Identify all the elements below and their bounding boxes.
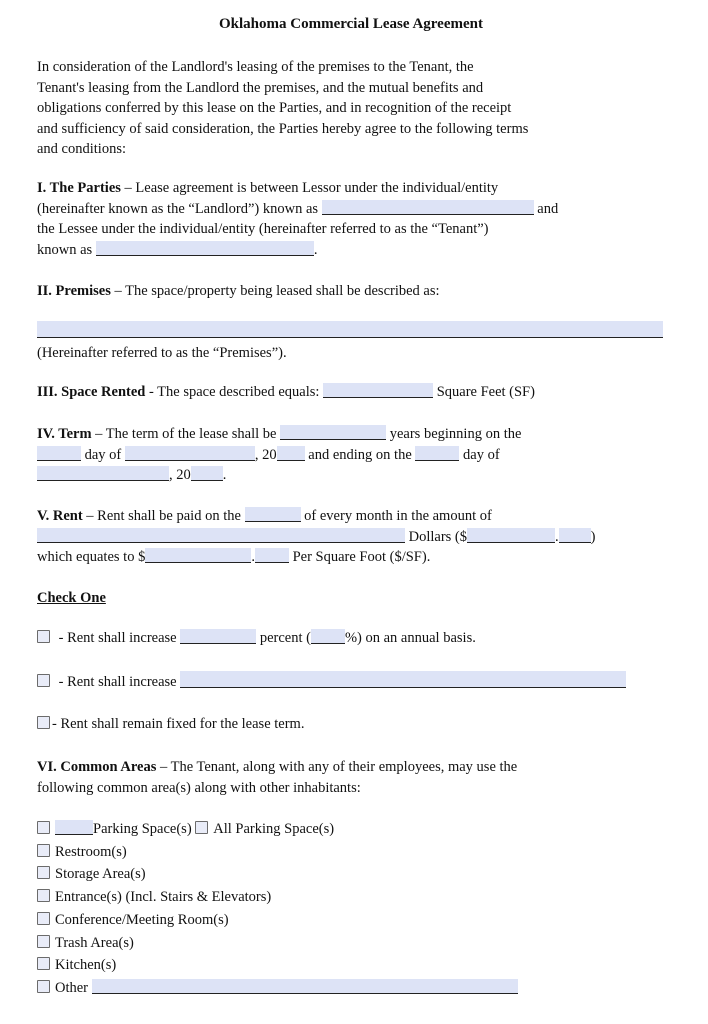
conference-room-checkbox[interactable]	[37, 912, 50, 925]
option-text: - Rent shall remain fixed for the lease term.	[52, 716, 305, 732]
rent-increase-details-field[interactable]	[180, 671, 626, 688]
premises-description-field[interactable]	[37, 321, 663, 338]
end-year-field[interactable]	[191, 466, 223, 481]
section-space-rented	[37, 382, 665, 403]
increase-percent-number-field[interactable]	[311, 629, 345, 644]
square-feet-field[interactable]	[323, 383, 433, 398]
list-item-label: Trash Area(s)	[55, 934, 134, 951]
list-item	[37, 818, 665, 841]
term-years-field[interactable]	[280, 425, 386, 440]
rent-cents-field[interactable]	[559, 528, 591, 543]
document-title: Oklahoma Commercial Lease Agreement	[219, 16, 483, 32]
term-text: years beginning on the	[386, 426, 522, 442]
other-area-field[interactable]	[92, 979, 518, 994]
section-parties	[37, 178, 665, 260]
section-term	[37, 424, 665, 486]
list-item	[37, 954, 665, 977]
rent-text: )	[590, 528, 596, 545]
premises-note: (Hereinafter referred to as the “Premises”).	[37, 345, 287, 361]
rent-amount-words-field[interactable]	[37, 528, 405, 543]
list-item	[37, 977, 665, 1000]
end-day-field[interactable]	[415, 446, 459, 461]
rent-increase-custom-option	[37, 671, 665, 693]
rent-text: .	[555, 528, 559, 545]
check-one-label: Check One	[37, 590, 106, 606]
option-text: %) on an annual basis.	[344, 630, 476, 646]
space-unit: Square Feet (SF)	[433, 384, 535, 400]
trash-area-checkbox[interactable]	[37, 935, 50, 948]
rent-text: of every month in the amount of	[300, 508, 492, 524]
parties-text: known as	[37, 241, 96, 258]
rent-increase-percent-checkbox[interactable]	[37, 630, 50, 643]
intro-line: In consideration of the Landlord's leasing of the premises to the Tenant, the	[37, 59, 474, 75]
rent-increase-custom-checkbox[interactable]	[37, 674, 50, 687]
rent-psf-cents-field[interactable]	[255, 548, 289, 563]
restroom-checkbox[interactable]	[37, 844, 50, 857]
check-one-heading	[37, 588, 665, 609]
term-text: – The term of the lease shall be	[91, 426, 281, 442]
increase-percent-words-field[interactable]	[180, 629, 256, 644]
list-item	[37, 841, 665, 864]
storage-area-checkbox[interactable]	[37, 866, 50, 879]
common-text: – The Tenant, along with any of their employees, may use the	[156, 759, 518, 775]
entrance-checkbox[interactable]	[37, 889, 50, 902]
end-month-field[interactable]	[37, 466, 169, 481]
term-text: day of	[81, 446, 125, 463]
option-text: - Rent shall increase	[55, 630, 181, 646]
rent-text: which equates to $	[37, 549, 146, 565]
landlord-name-field[interactable]	[322, 200, 534, 215]
common-text: following common area(s) along with other inhabitants:	[37, 779, 361, 796]
parties-text: – Lease agreement is between Lessor under the individual/entity	[120, 180, 499, 196]
term-text: and ending on the	[304, 446, 416, 463]
rent-fixed-option	[37, 714, 665, 735]
rent-text: – Rent shall be paid on the	[82, 508, 245, 524]
list-item	[37, 863, 665, 886]
term-text: .	[222, 467, 227, 483]
list-item	[37, 909, 665, 932]
term-heading: IV. Term	[37, 426, 92, 442]
term-text: , 20	[254, 446, 277, 463]
rent-heading: V. Rent	[37, 508, 83, 524]
rent-fixed-checkbox[interactable]	[37, 716, 50, 729]
space-heading: III. Space Rented	[37, 384, 146, 400]
list-item	[37, 932, 665, 955]
section-common-areas	[37, 757, 665, 798]
other-label: Other	[55, 979, 89, 996]
term-text: , 20	[169, 467, 191, 483]
list-item-label: Storage Area(s)	[55, 866, 146, 883]
list-item-label: Kitchen(s)	[55, 957, 117, 974]
parking-label: Parking Space(s)	[93, 821, 192, 837]
rent-text: Per Square Foot ($/SF).	[288, 549, 431, 565]
parties-heading: I. The Parties	[37, 180, 121, 196]
space-text: - The space described equals:	[145, 384, 324, 400]
option-text: percent (	[256, 630, 311, 646]
parking-count-field[interactable]	[55, 820, 93, 835]
tenant-name-field[interactable]	[96, 241, 314, 256]
parties-text: (hereinafter known as the “Landlord”) known as	[37, 200, 322, 217]
rent-text: .	[251, 549, 255, 565]
parties-text: .	[313, 241, 318, 258]
term-text: day of	[459, 446, 500, 463]
common-heading: VI. Common Areas	[37, 759, 157, 775]
other-checkbox[interactable]	[37, 980, 50, 993]
intro-line: Tenant's leasing from the Landlord the premises, and the mutual benefits and	[37, 79, 484, 96]
start-month-field[interactable]	[125, 446, 255, 461]
common-areas-list	[37, 818, 665, 1000]
intro-paragraph	[37, 57, 665, 160]
rent-psf-dollars-field[interactable]	[145, 548, 251, 563]
parking-checkbox[interactable]	[37, 821, 50, 834]
start-day-field[interactable]	[37, 446, 81, 461]
list-item-label: Restroom(s)	[55, 843, 127, 860]
list-item	[37, 886, 665, 909]
section-premises	[37, 281, 665, 302]
all-parking-checkbox[interactable]	[195, 821, 208, 834]
start-year-field[interactable]	[277, 446, 305, 461]
intro-line: obligations conferred by this lease on the Parties, and in recognition of the receipt	[37, 100, 512, 116]
list-item-label: Conference/Meeting Room(s)	[55, 911, 229, 928]
intro-line: and sufficiency of said consideration, the Parties hereby agree to the following terms	[37, 120, 529, 137]
premises-heading: II. Premises	[37, 283, 111, 299]
section-rent	[37, 506, 665, 568]
list-item-label: Entrance(s) (Incl. Stairs & Elevators)	[55, 889, 272, 906]
rent-increase-percent-option	[37, 628, 665, 649]
all-parking-label: All Parking Space(s)	[213, 821, 335, 837]
option-text: - Rent shall increase	[55, 674, 181, 690]
kitchen-checkbox[interactable]	[37, 957, 50, 970]
rent-dollars-field[interactable]	[467, 528, 555, 543]
premises-text: – The space/property being leased shall be described as:	[110, 283, 440, 299]
rent-text: Dollars ($	[405, 528, 468, 545]
intro-line: and conditions:	[37, 141, 127, 157]
rent-due-day-field[interactable]	[245, 507, 301, 522]
parties-text: and	[533, 200, 559, 217]
parties-text: the Lessee under the individual/entity (hereinafter referred to as the “Tenant”)	[37, 221, 489, 237]
